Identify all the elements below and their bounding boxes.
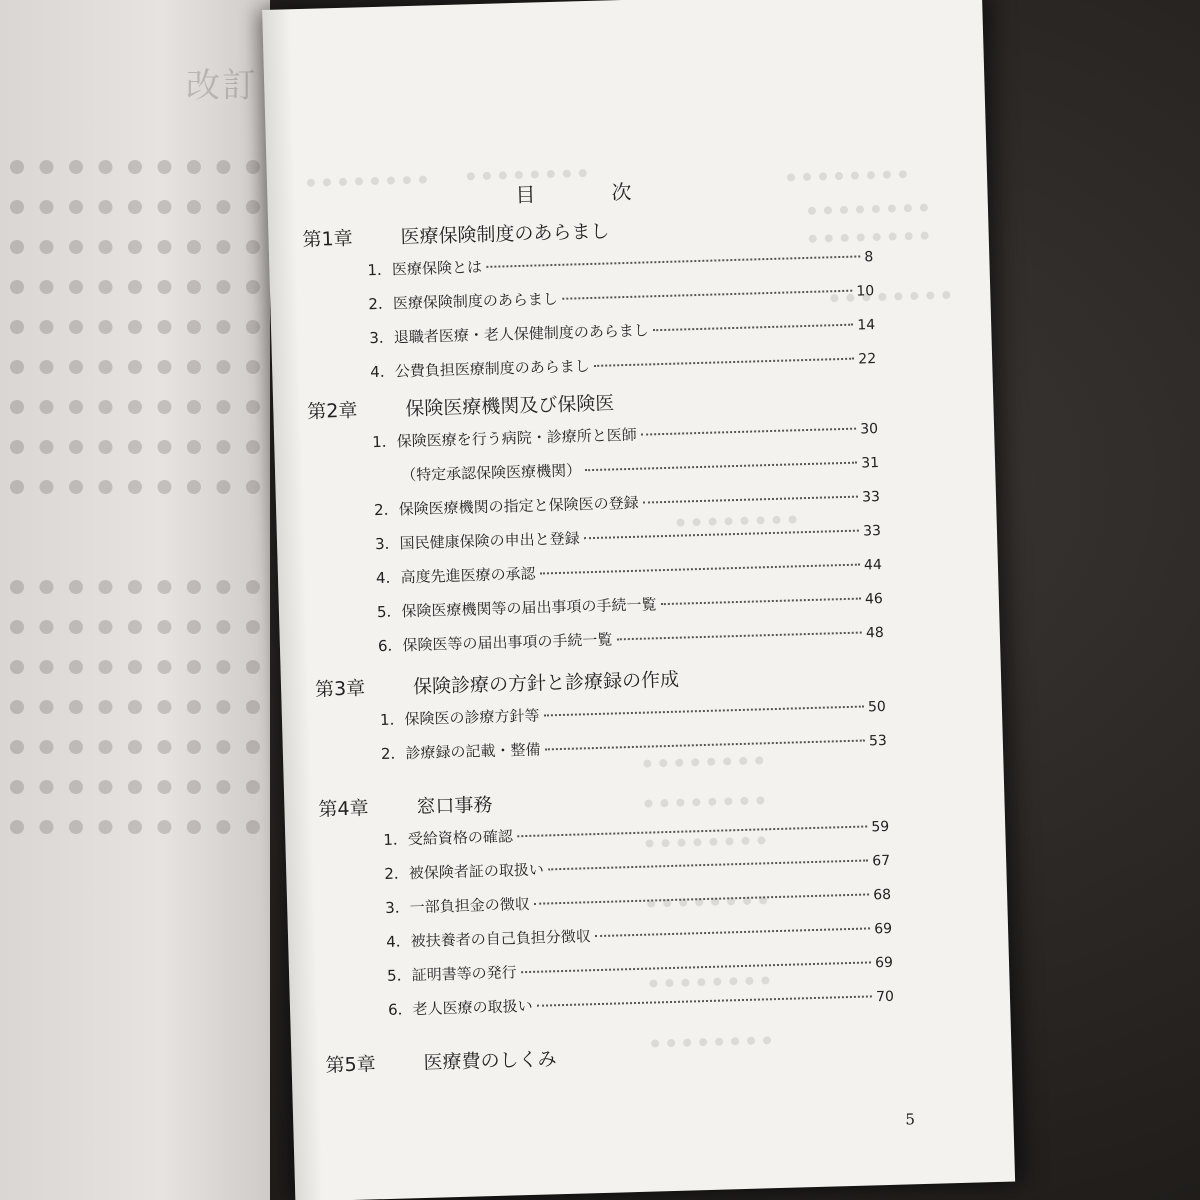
leader-dots (543, 706, 864, 717)
entry-number: 3． (369, 328, 395, 348)
entry-label: 保険医療機関等の届出事項の手続一覧 (401, 595, 657, 621)
entry-label: 保険医療を行う病院・診療所と医師 (396, 425, 637, 451)
entry-page-number: 48 (865, 624, 884, 642)
chapter-title: 保険診療の方針と診療録の作成 (412, 668, 680, 699)
leader-dots (548, 859, 869, 870)
entry-label: 受給資格の確認 (407, 827, 514, 849)
entry-page-number: 69 (874, 954, 894, 972)
entry-label: 一部負担金の徴収 (409, 894, 531, 917)
entry-page-number: 22 (858, 351, 877, 368)
entry-number: 1． (371, 432, 398, 452)
entry-page-number: 30 (860, 421, 879, 438)
entry-page-number: 59 (871, 818, 890, 836)
toc-entry (386, 917, 892, 952)
ghost-text-line (10, 160, 260, 174)
ghost-text-line (10, 620, 260, 634)
entry-label: 国民健康保険の申出と登録 (399, 529, 580, 553)
table-of-contents (262, 0, 1015, 1200)
entry-page-number: 14 (857, 317, 876, 334)
entry-label: 公費負担医療制度のあらまし (394, 357, 591, 381)
entry-label: 退職者医療・老人保健制度のあらまし (393, 321, 650, 347)
left-page-heading: 改訂 (186, 66, 258, 106)
chapter-heading (325, 1033, 946, 1077)
toc-entry (375, 519, 881, 554)
entry-page-number: 70 (875, 988, 895, 1006)
chapter-title: 医療保険制度のあらまし (400, 220, 610, 249)
ghost-text-line (10, 740, 260, 754)
leader-dots (653, 324, 854, 332)
entry-number: 1． (367, 260, 393, 280)
entry-number: 5． (386, 966, 412, 985)
toc-entry (370, 347, 876, 382)
toc-entry (378, 621, 884, 656)
page-number: 5 (905, 1110, 916, 1129)
entry-page-number: 8 (864, 249, 874, 266)
entry-label: 医療保険制度のあらまし (392, 289, 559, 313)
chapter-title: 保険医療機関及び保険医 (405, 392, 615, 421)
entry-number: 4． (375, 568, 401, 588)
entry-page-number: 46 (864, 590, 884, 608)
toc-entry (374, 485, 880, 520)
leader-dots (486, 255, 860, 267)
ghost-text-line (10, 700, 260, 714)
entry-label: 保険医の診療方針等 (404, 706, 540, 729)
ghost-text-line (10, 200, 260, 214)
entry-page-number: 10 (856, 283, 875, 300)
ghost-text-line (10, 440, 260, 454)
entry-label: 医療保険とは (391, 258, 483, 279)
toc-entry (381, 729, 887, 764)
toc-entry (388, 985, 894, 1020)
entry-page-number: 44 (863, 556, 883, 574)
ghost-text-line (10, 240, 260, 254)
chapter-number: 第5章 (325, 1053, 377, 1077)
ghost-text-line (10, 320, 260, 334)
ghost-text-line (10, 480, 260, 494)
leader-dots (641, 428, 857, 436)
entry-number: 3． (374, 534, 400, 554)
chapter-title: 窓口事務 (416, 793, 493, 819)
entry-page-number: 31 (860, 455, 880, 472)
entry-number: 6． (377, 636, 403, 656)
entry-number: 2． (368, 294, 394, 314)
entry-label: 被扶養者の自己負担分徴収 (410, 927, 591, 951)
toc-entry (387, 951, 893, 986)
leader-dots (585, 462, 857, 472)
entry-number: 2． (373, 500, 399, 520)
toc-entry (368, 279, 874, 314)
left-page (0, 0, 270, 1200)
entry-page-number: 69 (873, 920, 893, 938)
leader-dots (595, 927, 871, 937)
chapter-number: 第1章 (302, 227, 353, 252)
leader-dots (584, 530, 860, 540)
ghost-text-line (10, 360, 260, 374)
ghost-text-line (10, 580, 260, 594)
toc-entry (376, 553, 882, 588)
leader-dots (562, 290, 853, 300)
toc-entry (367, 245, 873, 280)
leader-dots (643, 496, 859, 504)
entry-number: 2． (380, 744, 406, 764)
entry-number: 5． (376, 602, 402, 622)
leader-dots (594, 358, 855, 367)
entry-page-number: 50 (867, 698, 887, 716)
leader-dots (616, 632, 862, 641)
toc-entry (372, 417, 878, 452)
entry-label: 証明書等の発行 (411, 963, 517, 985)
entry-number: 6． (387, 1000, 413, 1019)
toc-page (262, 0, 1015, 1200)
leader-dots (660, 598, 861, 606)
entry-page-number: 68 (873, 886, 892, 904)
entry-number: 2． (384, 864, 410, 883)
toc-title: 目 次 (515, 179, 660, 208)
ghost-text-line (10, 280, 260, 294)
entry-page-number: 33 (862, 522, 882, 540)
toc-entry (373, 451, 879, 486)
ghost-text-line (10, 780, 260, 794)
entry-label: 保険医療機関の指定と保険医の登録 (398, 493, 639, 519)
entry-number: 3． (385, 898, 411, 917)
entry-page-number: 53 (868, 732, 888, 750)
leader-dots (534, 893, 870, 904)
entry-label: 診療録の記載・整備 (405, 740, 541, 763)
toc-entry (377, 587, 883, 622)
toc-entry (380, 695, 886, 730)
entry-number: 1． (383, 830, 409, 849)
entry-page-number: 33 (861, 488, 881, 506)
toc-entry (383, 815, 889, 850)
entry-label: 保険医等の届出事項の手続一覧 (402, 630, 613, 655)
entry-number: 4． (385, 932, 411, 951)
ghost-text-line (10, 820, 260, 834)
entry-label: （特定承認保険医療機関） (400, 461, 582, 485)
left-page-show-through (0, 0, 270, 1200)
chapter-number: 第4章 (318, 797, 369, 821)
leader-dots (540, 564, 861, 575)
entry-label: 高度先進医療の承認 (400, 564, 536, 587)
entry-label: 被保険者証の取扱い (408, 860, 545, 883)
entry-page-number: 67 (872, 852, 891, 870)
ghost-text-line (10, 400, 260, 414)
chapter-number: 第2章 (307, 399, 358, 423)
entry-number: 1． (379, 710, 405, 730)
toc-entry (369, 313, 875, 348)
entry-label: 老人医療の取扱い (412, 996, 533, 1019)
leader-dots (521, 961, 872, 973)
toc-entry (385, 883, 891, 918)
ghost-text-line (10, 660, 260, 674)
chapter-title: 医療費のしくみ (423, 1048, 557, 1074)
leader-dots (537, 995, 873, 1006)
entry-number: 4． (370, 362, 396, 382)
toc-entry (384, 849, 890, 884)
chapter-number: 第3章 (314, 677, 366, 701)
leader-dots (544, 740, 865, 751)
leader-dots (517, 825, 868, 837)
